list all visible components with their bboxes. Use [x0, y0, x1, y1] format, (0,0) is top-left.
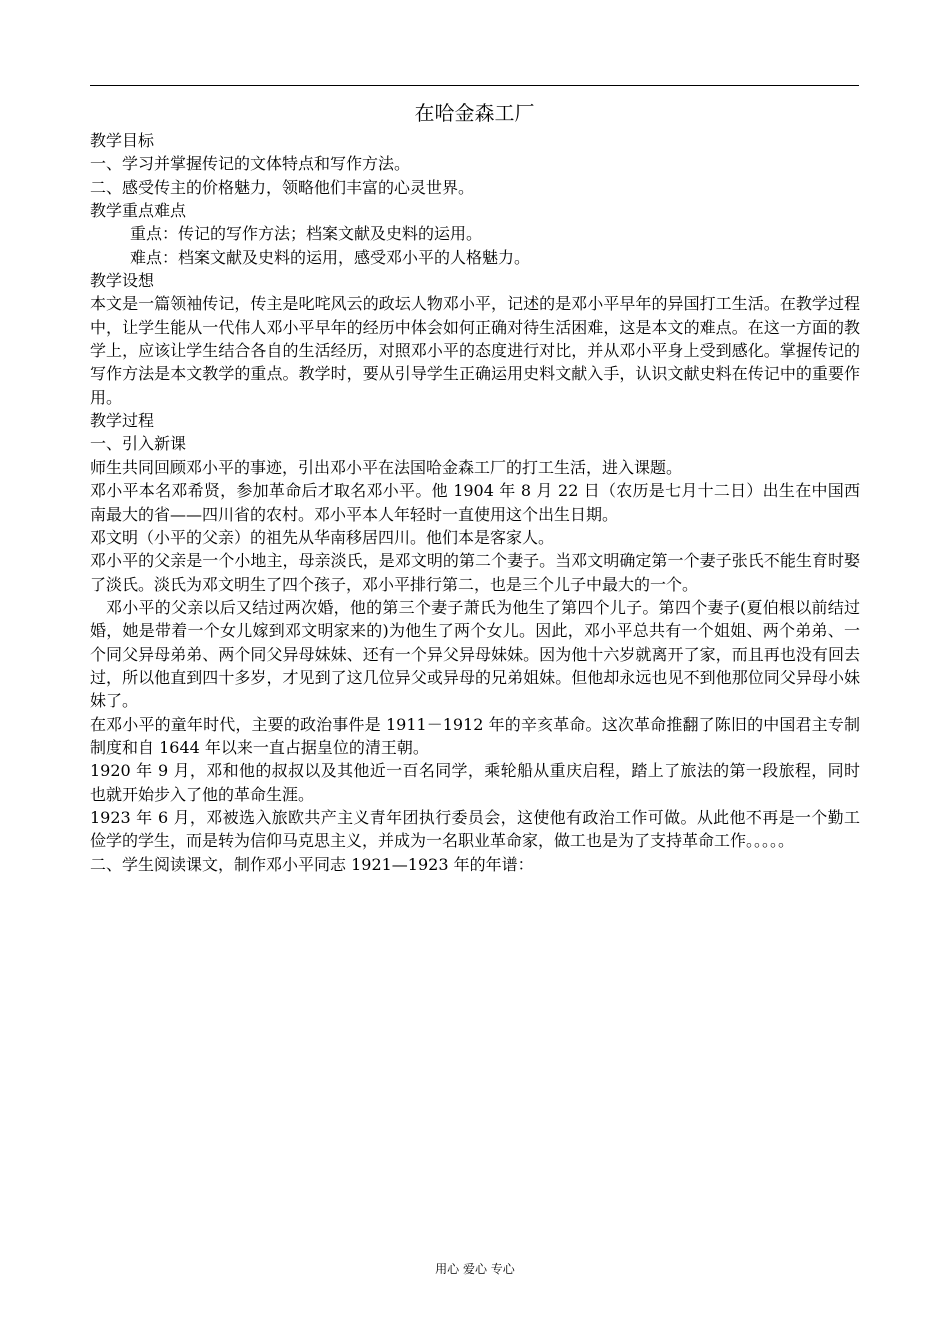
bio-paragraph-1923: 1923 年 6 月，邓被选入旅欧共产主义青年团执行委员会，这使他有政治工作可做。从此他不再是一个勤工俭学的学生，而是转为信仰马克思主义，并成为一名职业革命家，做工也是为了支持革命工作。。。。。: [90, 807, 860, 851]
bio-paragraph-name-birth: 邓小平本名邓希贤，参加革命后才取名邓小平。他 1904 年 8 月 22 日（农历是七月十二日）出生在中国西南最大的省——四川省的农村。邓小平本人年轻时一直使用这个出生日期。: [90, 481, 860, 524]
objective-item-2: 二、感受传主的价格魅力，领略他们丰富的心灵世界。: [90, 177, 475, 197]
section-heading-teaching-idea: 教学设想: [90, 271, 155, 291]
process-step-2-heading: 二、学生阅读课文，制作邓小平同志 1921—1923 年的年谱：: [90, 854, 534, 874]
section-heading-key-points: 教学重点难点: [90, 201, 187, 221]
intro-paragraph: 师生共同回顾邓小平的事迹，引出邓小平在法国哈金森工厂的打工生活，进入课题。: [90, 457, 683, 477]
document-title: 在哈金森工厂: [414, 101, 535, 125]
key-point-focus: 重点：传记的写作方法；档案文献及史料的运用。: [130, 224, 483, 244]
header-rule: [90, 85, 859, 86]
objective-item-1: 一、学习并掌握传记的文体特点和写作方法。: [90, 154, 411, 174]
page-footer: 用心 爱心 专心: [435, 1262, 515, 1276]
teaching-idea-paragraph: 本文是一篇领袖传记，传主是叱咤风云的政坛人物邓小平，记述的是邓小平早年的异国打工生活。在教学过程中，让学生能从一代伟人邓小平早年的经历中体会如何正确对待生活困难，这是本文的难点。在这一方面的教学上，应该让学生结合各自的生活经历，对照邓小平的态度进行对比，并从邓小平身上受到感化。掌握传记的写作方法是本文教学的重点。教学时，要从引导学生正确运用史料文献入手，认识文献史料在传记中的重要作用。: [90, 294, 860, 407]
document-body: [90, 129, 860, 876]
bio-paragraph-parents: 邓小平的父亲是一个小地主，母亲淡氏，是邓文明的第二个妻子。当邓文明确定第一个妻子张氏不能生育时娶了淡氏。淡氏为邓文明生了四个孩子，邓小平排行第二，也是三个儿子中最大的一个。: [90, 551, 860, 594]
bio-paragraph-1920: 1920 年 9 月，邓和他的叔叔以及其他近一百名同学，乘轮船从重庆启程，踏上了旅法的第一段旅程，同时也就开始步入了他的革命生涯。: [90, 761, 860, 804]
key-point-difficulty: 难点：档案文献及史料的运用，感受邓小平的人格魅力。: [130, 247, 531, 267]
section-heading-objectives: 教学目标: [90, 131, 155, 150]
bio-paragraph-ancestors: 邓文明（小平的父亲）的祖先从华南移居四川。他们本是客家人。: [90, 527, 555, 547]
bio-paragraph-childhood: 在邓小平的童年时代，主要的政治事件是 1911－1912 年的辛亥革命。这次革命推翻了陈旧的中国君主专制制度和自 1644 年以来一直占据皇位的清王朝。: [90, 714, 860, 757]
section-heading-teaching-process: 教学过程: [90, 411, 155, 431]
process-step-1-heading: 一、引入新课: [90, 434, 187, 454]
bio-paragraph-family: 邓小平的父亲以后又结过两次婚，他的第三个妻子萧氏为他生了第四个儿子。第四个妻子(夏伯根以前结过婚，她是带着一个女儿嫁到邓文明家来的)为他生了两个女儿。因此，邓小平总共有一个姐姐、两个弟弟、一个同父异母弟弟、两个同父异母妹妹、还有一个异父异母妹妹。因为他十六岁就离开了家，而且再也没有回去过，所以他直到四十多岁，才见到了这几位异父或异母的兄弟姐妹。但他却永远也见不到他那位同父异母小妹妹了。: [90, 597, 860, 711]
